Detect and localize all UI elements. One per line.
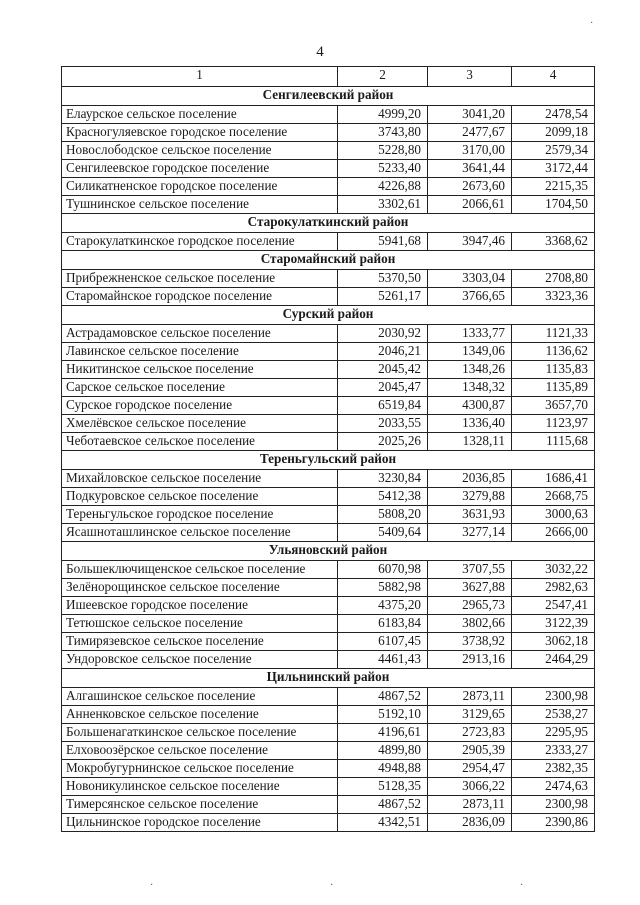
settlement-name: Сурское городское поселение <box>62 397 338 415</box>
value-col-2: 4867,52 <box>338 688 428 706</box>
table-row <box>62 778 595 796</box>
table-row <box>62 706 595 724</box>
scan-speck: · <box>150 880 154 891</box>
district-name: Ульяновский район <box>62 542 595 561</box>
value-col-3: 3802,66 <box>428 615 512 633</box>
value-col-4: 3368,62 <box>512 233 595 251</box>
value-col-3: 3738,92 <box>428 633 512 651</box>
value-col-4: 3122,39 <box>512 615 595 633</box>
value-col-2: 4999,20 <box>338 106 428 124</box>
value-col-4: 2708,80 <box>512 270 595 288</box>
value-col-2: 3302,61 <box>338 196 428 214</box>
value-col-3: 2723,83 <box>428 724 512 742</box>
settlement-name: Цильнинское городское поселение <box>62 814 338 832</box>
settlement-name: Тимерсянское сельское поселение <box>62 796 338 814</box>
table-row <box>62 142 595 160</box>
settlement-name: Хмелёвское сельское поселение <box>62 415 338 433</box>
value-col-3: 3631,93 <box>428 506 512 524</box>
settlement-name: Ясашноташлинское сельское поселение <box>62 524 338 542</box>
value-col-4: 2538,27 <box>512 706 595 724</box>
value-col-3: 3707,55 <box>428 561 512 579</box>
value-col-3: 3277,14 <box>428 524 512 542</box>
table-row <box>62 524 595 542</box>
settlement-name: Лавинское сельское поселение <box>62 343 338 361</box>
table-row <box>62 325 595 343</box>
scan-speck: · <box>590 18 594 29</box>
value-col-4: 3657,70 <box>512 397 595 415</box>
value-col-4: 1115,68 <box>512 433 595 451</box>
table-row <box>62 579 595 597</box>
settlement-name: Подкуровское сельское поселение <box>62 488 338 506</box>
value-col-2: 2045,47 <box>338 379 428 397</box>
settlement-name: Елховоозёрское сельское поселение <box>62 742 338 760</box>
table-row <box>62 506 595 524</box>
table-row <box>62 688 595 706</box>
value-col-3: 2954,47 <box>428 760 512 778</box>
scan-speck: · <box>330 880 334 891</box>
value-col-2: 4948,88 <box>338 760 428 778</box>
value-col-3: 2965,73 <box>428 597 512 615</box>
value-col-3: 3766,65 <box>428 288 512 306</box>
table-row <box>62 742 595 760</box>
settlement-name: Старомайнское городское поселение <box>62 288 338 306</box>
district-name: Цильнинский район <box>62 669 595 688</box>
value-col-4: 2382,35 <box>512 760 595 778</box>
value-col-2: 5370,50 <box>338 270 428 288</box>
value-col-4: 3032,22 <box>512 561 595 579</box>
value-col-3: 2905,39 <box>428 742 512 760</box>
page-number: 4 <box>316 44 324 60</box>
value-col-4: 3000,63 <box>512 506 595 524</box>
value-col-3: 3066,22 <box>428 778 512 796</box>
value-col-4: 1136,62 <box>512 343 595 361</box>
value-col-3: 4300,87 <box>428 397 512 415</box>
settlement-name: Сарское сельское поселение <box>62 379 338 397</box>
value-col-3: 1328,11 <box>428 433 512 451</box>
value-col-2: 2046,21 <box>338 343 428 361</box>
value-col-4: 2295,95 <box>512 724 595 742</box>
settlement-name: Тушнинское сельское поселение <box>62 196 338 214</box>
value-col-3: 2836,09 <box>428 814 512 832</box>
settlement-name: Красногуляевское городское поселение <box>62 124 338 142</box>
value-col-2: 4375,20 <box>338 597 428 615</box>
value-col-4: 2982,63 <box>512 579 595 597</box>
table-row <box>62 814 595 832</box>
value-col-4: 2668,75 <box>512 488 595 506</box>
value-col-2: 4899,80 <box>338 742 428 760</box>
settlement-name: Новослободское сельское поселение <box>62 142 338 160</box>
settlement-name: Старокулаткинское городское поселение <box>62 233 338 251</box>
value-col-3: 3641,44 <box>428 160 512 178</box>
column-header: 4 <box>512 67 595 87</box>
table-row <box>62 415 595 433</box>
district-header-row <box>62 251 595 270</box>
settlement-name: Алгашинское сельское поселение <box>62 688 338 706</box>
value-col-4: 2464,29 <box>512 651 595 669</box>
value-col-2: 4226,88 <box>338 178 428 196</box>
value-col-2: 6519,84 <box>338 397 428 415</box>
table-row <box>62 633 595 651</box>
settlement-name: Прибрежненское сельское поселение <box>62 270 338 288</box>
value-col-3: 1349,06 <box>428 343 512 361</box>
value-col-3: 2673,60 <box>428 178 512 196</box>
district-header-row <box>62 451 595 470</box>
settlement-name: Большенагаткинское сельское поселение <box>62 724 338 742</box>
value-col-4: 1686,41 <box>512 470 595 488</box>
district-header-row <box>62 306 595 325</box>
value-col-2: 5128,35 <box>338 778 428 796</box>
value-col-2: 2033,55 <box>338 415 428 433</box>
value-col-3: 2066,61 <box>428 196 512 214</box>
value-col-2: 3230,84 <box>338 470 428 488</box>
district-header-row <box>62 87 595 106</box>
settlement-name: Ишеевское городское поселение <box>62 597 338 615</box>
value-col-3: 1333,77 <box>428 325 512 343</box>
settlement-name: Новоникулинское сельское поселение <box>62 778 338 796</box>
settlement-name: Тимирязевское сельское поселение <box>62 633 338 651</box>
table-row <box>62 433 595 451</box>
value-col-3: 2873,11 <box>428 688 512 706</box>
value-col-3: 1348,26 <box>428 361 512 379</box>
column-header-row <box>62 67 595 87</box>
value-col-2: 5409,64 <box>338 524 428 542</box>
table-body <box>62 67 595 832</box>
value-col-2: 5941,68 <box>338 233 428 251</box>
value-col-3: 3041,20 <box>428 106 512 124</box>
scan-speck: · <box>520 880 524 891</box>
table-row <box>62 597 595 615</box>
value-col-4: 2390,86 <box>512 814 595 832</box>
settlement-name: Сенгилеевское городское поселение <box>62 160 338 178</box>
table-row <box>62 561 595 579</box>
value-col-2: 2025,26 <box>338 433 428 451</box>
value-col-4: 1704,50 <box>512 196 595 214</box>
value-col-3: 1336,40 <box>428 415 512 433</box>
value-col-4: 3062,18 <box>512 633 595 651</box>
value-col-4: 1123,97 <box>512 415 595 433</box>
column-header: 2 <box>338 67 428 87</box>
district-header-row <box>62 542 595 561</box>
value-col-3: 2036,85 <box>428 470 512 488</box>
table-row <box>62 397 595 415</box>
value-col-4: 2215,35 <box>512 178 595 196</box>
settlement-name: Большеключищенское сельское поселение <box>62 561 338 579</box>
value-col-2: 3743,80 <box>338 124 428 142</box>
settlement-name: Никитинское сельское поселение <box>62 361 338 379</box>
value-col-2: 5192,10 <box>338 706 428 724</box>
district-header-row <box>62 669 595 688</box>
value-col-3: 3170,00 <box>428 142 512 160</box>
table-row <box>62 760 595 778</box>
table-row <box>62 233 595 251</box>
district-name: Сурский район <box>62 306 595 325</box>
settlement-name: Елаурское сельское поселение <box>62 106 338 124</box>
value-col-4: 3172,44 <box>512 160 595 178</box>
column-header: 1 <box>62 67 338 87</box>
value-col-2: 4342,51 <box>338 814 428 832</box>
settlement-name: Мокробугурнинское сельское поселение <box>62 760 338 778</box>
value-col-4: 2478,54 <box>512 106 595 124</box>
column-header: 3 <box>428 67 512 87</box>
value-col-4: 3323,36 <box>512 288 595 306</box>
table-row <box>62 488 595 506</box>
value-col-3: 3627,88 <box>428 579 512 597</box>
value-col-2: 5228,80 <box>338 142 428 160</box>
value-col-3: 2873,11 <box>428 796 512 814</box>
settlements-table <box>61 66 595 832</box>
table-row <box>62 615 595 633</box>
table-row <box>62 651 595 669</box>
value-col-4: 2547,41 <box>512 597 595 615</box>
value-col-2: 2045,42 <box>338 361 428 379</box>
value-col-4: 2099,18 <box>512 124 595 142</box>
table-row <box>62 196 595 214</box>
value-col-3: 3947,46 <box>428 233 512 251</box>
settlement-name: Силикатненское городское поселение <box>62 178 338 196</box>
value-col-4: 2579,34 <box>512 142 595 160</box>
value-col-4: 2300,98 <box>512 796 595 814</box>
value-col-2: 5233,40 <box>338 160 428 178</box>
value-col-2: 5808,20 <box>338 506 428 524</box>
value-col-2: 6070,98 <box>338 561 428 579</box>
value-col-4: 1135,89 <box>512 379 595 397</box>
table-row <box>62 288 595 306</box>
table-row <box>62 270 595 288</box>
value-col-2: 4196,61 <box>338 724 428 742</box>
table-row <box>62 470 595 488</box>
value-col-2: 5882,98 <box>338 579 428 597</box>
value-col-4: 1135,83 <box>512 361 595 379</box>
settlement-name: Тереньгульское городское поселение <box>62 506 338 524</box>
value-col-2: 5261,17 <box>338 288 428 306</box>
value-col-2: 4867,52 <box>338 796 428 814</box>
value-col-3: 2477,67 <box>428 124 512 142</box>
value-col-2: 4461,43 <box>338 651 428 669</box>
value-col-4: 2333,27 <box>512 742 595 760</box>
value-col-4: 2666,00 <box>512 524 595 542</box>
district-name: Старомайнский район <box>62 251 595 270</box>
value-col-2: 6107,45 <box>338 633 428 651</box>
table-row <box>62 343 595 361</box>
table-row <box>62 160 595 178</box>
value-col-3: 2913,16 <box>428 651 512 669</box>
settlement-name: Астрадамовское сельское поселение <box>62 325 338 343</box>
settlement-name: Ундоровское сельское поселение <box>62 651 338 669</box>
value-col-3: 3279,88 <box>428 488 512 506</box>
value-col-2: 5412,38 <box>338 488 428 506</box>
table-row <box>62 379 595 397</box>
table-row <box>62 124 595 142</box>
table-row <box>62 106 595 124</box>
table-row <box>62 178 595 196</box>
value-col-4: 2474,63 <box>512 778 595 796</box>
settlement-name: Зелёнорощинское сельское поселение <box>62 579 338 597</box>
settlement-name: Михайловское сельское поселение <box>62 470 338 488</box>
value-col-2: 6183,84 <box>338 615 428 633</box>
table-row <box>62 724 595 742</box>
value-col-4: 2300,98 <box>512 688 595 706</box>
settlement-name: Чеботаевское сельское поселение <box>62 433 338 451</box>
value-col-4: 1121,33 <box>512 325 595 343</box>
settlement-name: Тетюшское сельское поселение <box>62 615 338 633</box>
value-col-3: 3129,65 <box>428 706 512 724</box>
table-row <box>62 361 595 379</box>
settlement-name: Анненковское сельское поселение <box>62 706 338 724</box>
value-col-2: 2030,92 <box>338 325 428 343</box>
value-col-3: 1348,32 <box>428 379 512 397</box>
table-row <box>62 796 595 814</box>
district-header-row <box>62 214 595 233</box>
value-col-3: 3303,04 <box>428 270 512 288</box>
district-name: Сенгилеевский район <box>62 87 595 106</box>
district-name: Тереньгульский район <box>62 451 595 470</box>
district-name: Старокулаткинский район <box>62 214 595 233</box>
